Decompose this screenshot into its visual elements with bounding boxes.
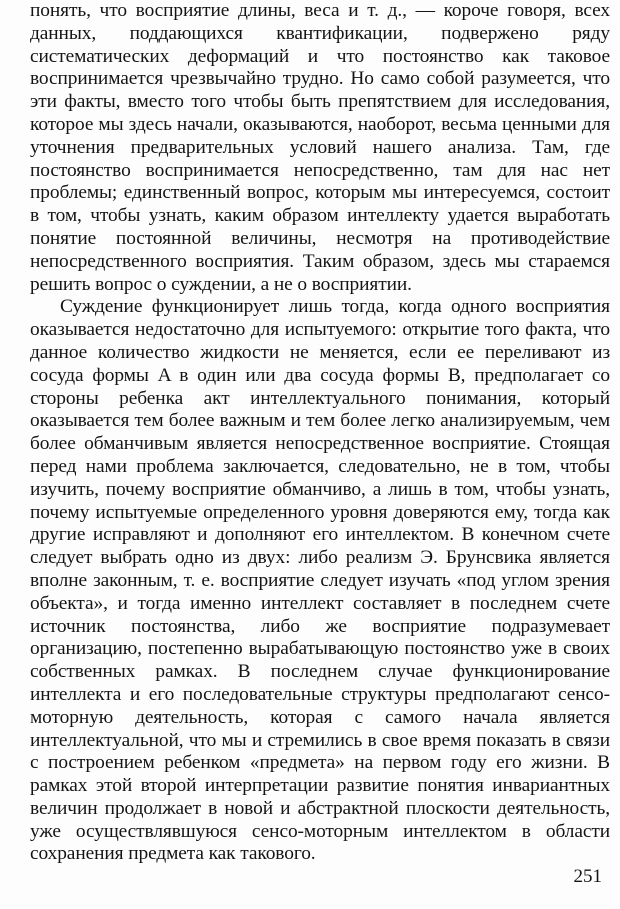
paragraph-1: понять, что восприятие длины, веса и т. д., — короче говоря, всех данных, поддающихся квантификации, подвержено ряду систематических деформаций и что постоянство как таковое воспринимается чрезвычайно трудно. Но само собой разумеется, что эти факты, вместо того чтобы быть препятствием для исследования, которое мы здесь начали, оказываются, наоборот, весьма ценными для уточнения предварительных условий нашего анализа. Там, где постоянство воспринимается непосредственно, там для нас нет проблемы; единственный вопрос, которым мы интересуемся, состоит в том, чтобы узнать, каким образом интеллекту удается выработать понятие постоянной величины, несмотря на противодействие непосредственного восприятия. Таким образом, здесь мы стараемся решить вопрос о суждении, а не о восприятии.: [30, 0, 610, 295]
paragraph-2: Суждение функционирует лишь тогда, когда одного восприятия оказывается недостаточно для испытуемого: открытие того факта, что данное количество жидкости не меняется, если ее переливают из сосуда формы A в один или два сосуда формы B, предполагает со стороны ребенка акт интеллектуального понимания, который оказывается тем более важным и тем более легко анализируемым, чем более обманчивым является непосредственное восприятие. Стоящая перед нами проблема заключается, следовательно, не в том, чтобы изучить, почему восприятие обманчиво, а лишь в том, чтобы узнать, почему испытуемые определенного уровня доверяются ему, тогда как другие исправляют и дополняют его интеллектом. В конечном счете следует выбрать одно из двух: либо реализм Э. Брунсвика является вполне законным, т. е. восприятие следует изучать «под углом зрения объекта», и тогда именно интеллект составляет в последнем счете источник постоянства, либо же восприятие подразумевает организацию, постепенно вырабатывающую постоянство уже в своих собственных рамках. В последнем случае функционирование интеллекта и его последовательные структуры предполагают сенсо-моторную деятельность, которая с самого начала является интеллектуальной, что мы и стремились в свое время показать в связи с построением ребенком «предмета» на первом году его жизни. В рамках этой второй интерпретации развитие понятия инвариантных величин продолжает в новой и абстрактной плоскости деятельность, уже осуществлявшуюся сенсо-моторным интеллектом в области сохранения предмета как такового.: [30, 296, 610, 865]
body-text: [30, 0, 610, 866]
page-number: 251: [573, 866, 602, 887]
